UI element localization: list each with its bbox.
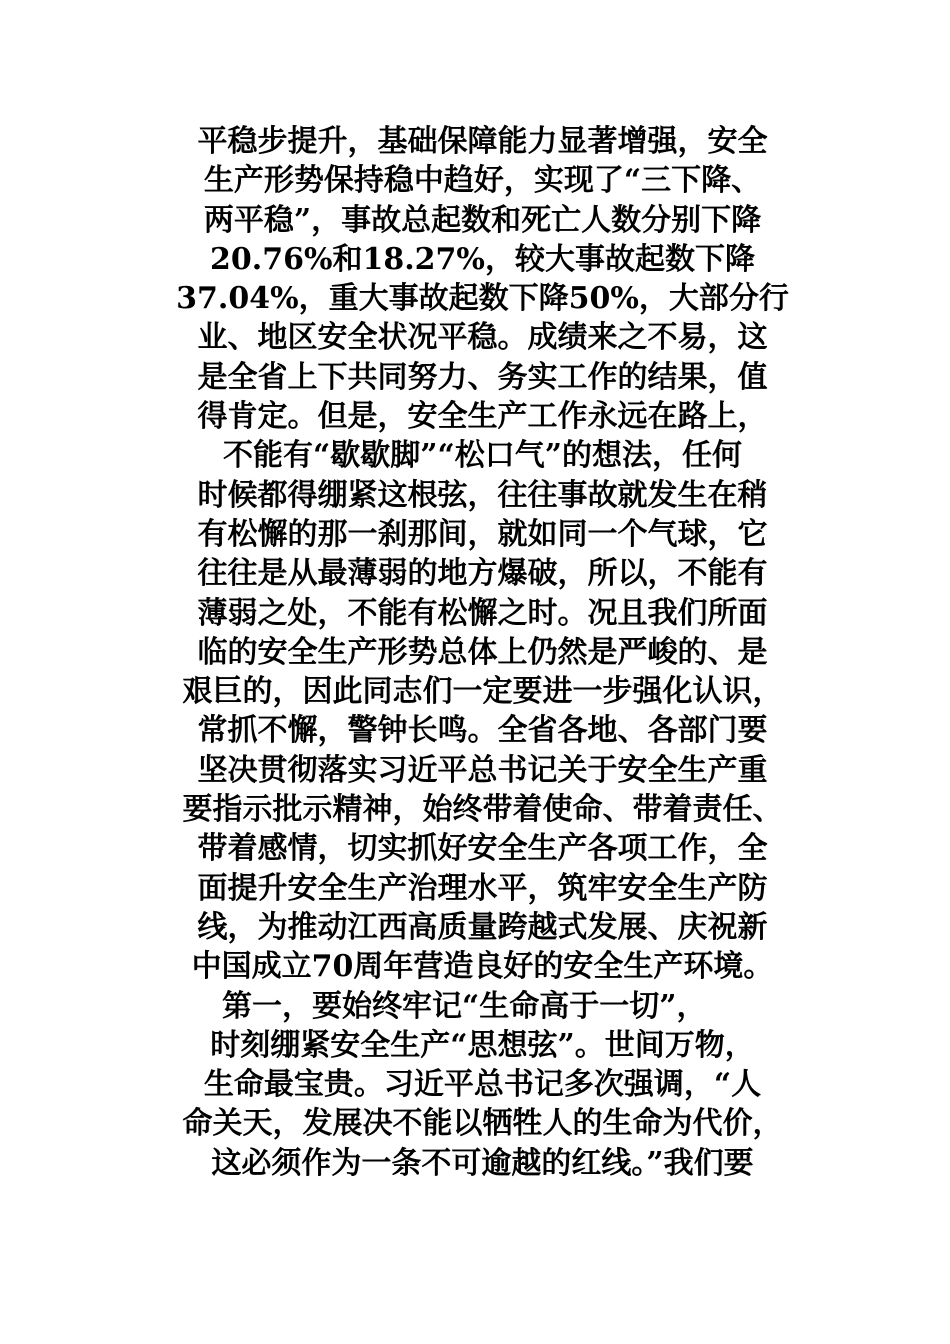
text-line: 时刻绷紧安全生产“思想弦”。世间万物， [210,1027,755,1063]
text-line: 要指示批示精神，始终带着使命、带着责任、 [182,792,783,828]
text-line: 常抓不懈，警钟长鸣。全省各地、各部门要 [197,713,768,749]
text-line: 两平稳”，事故总起数和死亡人数分别下降 [203,202,762,238]
text-line: 37.04%，重大事故起数下降50%，大部分行 [176,281,789,317]
text-line: 命关天，发展决不能以牺牲人的生命为代价， [182,1106,783,1142]
text-line: 带着感情，切实抓好安全生产各项工作，全 [197,831,768,867]
text-line: 时候都得绷紧这根弦，往往事故就发生在稍 [197,477,768,513]
text-line: 平稳步提升，基础保障能力显著增强，安全 [197,124,768,159]
text-line: 坚决贯彻落实习近平总书记关于安全生产重 [197,752,768,788]
text-line: 往往是从最薄弱的地方爆破，所以，不能有 [197,556,768,592]
text-line: 20.76%和18.27%，较大事故起数下降 [210,241,755,277]
body-text [150,122,815,1183]
text-line: 线，为推动江西高质量跨越式发展、庆祝新 [197,909,768,945]
text-line: 中国成立70周年营造良好的安全生产环境。 [191,949,774,985]
text-line: 有松懈的那一刹那间，就如同一个气球，它 [197,516,768,552]
text-line: 这必须作为一条不可逾越的红线。”我们要 [211,1145,754,1181]
text-line: 薄弱之处，不能有松懈之时。况且我们所面 [197,595,768,631]
text-line: 临的安全生产形势总体上仍然是严峻的、是 [197,634,768,670]
text-line: 面提升安全生产治理水平，筑牢安全生产防 [197,870,768,906]
text-line: 得肯定。但是，安全生产工作永远在路上， [197,399,768,435]
text-line: 是全省上下共同努力、务实工作的结果，值 [197,359,768,395]
text-line: 艰巨的，因此同志们一定要进一步强化认识， [182,674,783,710]
text-line: 生产形势保持稳中趋好，实现了“三下降、 [203,163,762,199]
text-line: 生命最宝贵。习近平总书记多次强调，“人 [203,1067,762,1103]
text-line: 业、地区安全状况平稳。成绩来之不易，这 [197,320,768,356]
paragraph-start-line: 第一，要始终牢记“生命高于一切”， [222,988,707,1024]
text-line: 不能有“歇歇脚”“松口气”的想法，任何 [222,438,743,474]
